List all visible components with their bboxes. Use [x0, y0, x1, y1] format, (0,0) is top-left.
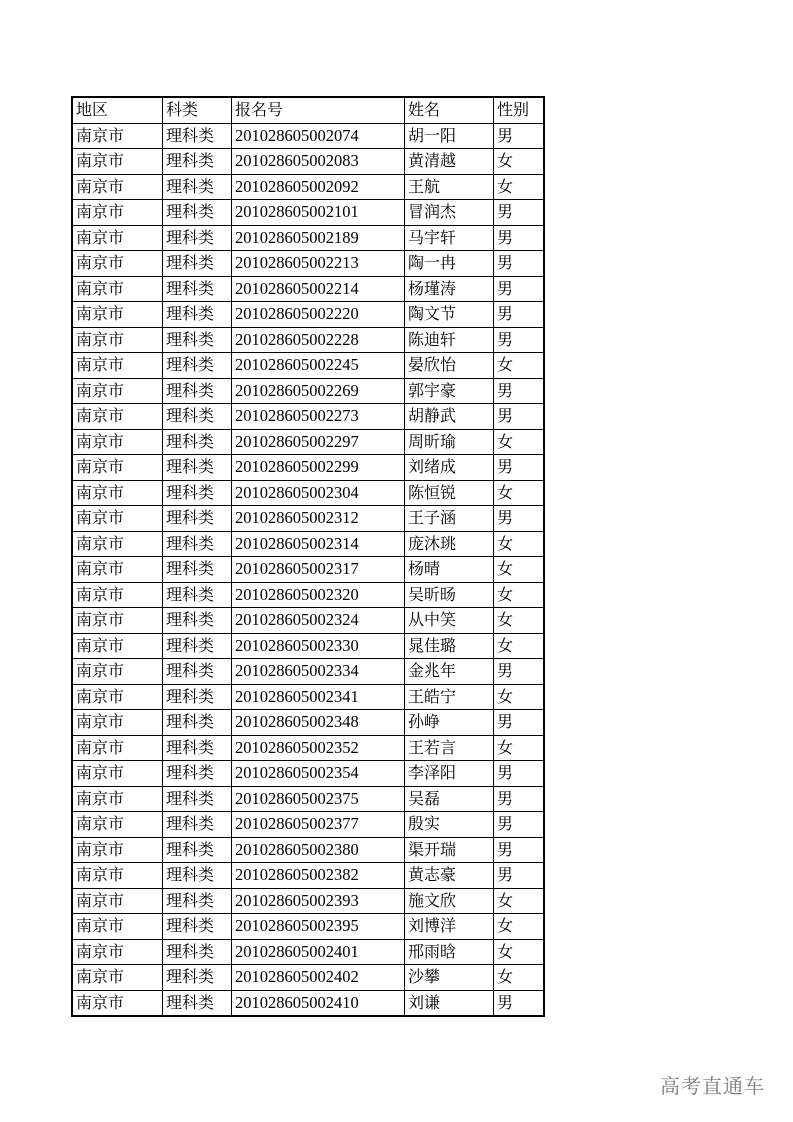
column-header-region: 地区: [72, 97, 163, 123]
cell-name: 胡静武: [405, 404, 494, 430]
table-row: [72, 149, 544, 175]
cell-registration-number: 201028605002269: [232, 378, 405, 404]
cell-category: 理科类: [163, 123, 232, 149]
cell-category: 理科类: [163, 378, 232, 404]
table-row: [72, 506, 544, 532]
cell-name: 从中笑: [405, 608, 494, 634]
cell-region: 南京市: [72, 302, 163, 328]
cell-category: 理科类: [163, 455, 232, 481]
cell-category: 理科类: [163, 914, 232, 940]
cell-category: 理科类: [163, 506, 232, 532]
cell-name: 冒润杰: [405, 200, 494, 226]
cell-region: 南京市: [72, 608, 163, 634]
cell-gender: 男: [494, 378, 545, 404]
table-row: [72, 404, 544, 430]
cell-region: 南京市: [72, 455, 163, 481]
cell-name: 陈迪轩: [405, 327, 494, 353]
cell-region: 南京市: [72, 251, 163, 277]
cell-name: 金兆年: [405, 659, 494, 685]
cell-name: 沙攀: [405, 965, 494, 991]
cell-gender: 女: [494, 735, 545, 761]
cell-region: 南京市: [72, 633, 163, 659]
cell-registration-number: 201028605002401: [232, 939, 405, 965]
cell-name: 庞沐珧: [405, 531, 494, 557]
cell-region: 南京市: [72, 914, 163, 940]
column-header-name: 姓名: [405, 97, 494, 123]
cell-gender: 男: [494, 837, 545, 863]
table-row: [72, 735, 544, 761]
cell-gender: 女: [494, 939, 545, 965]
column-header-registration-number: 报名号: [232, 97, 405, 123]
cell-registration-number: 201028605002402: [232, 965, 405, 991]
cell-registration-number: 201028605002273: [232, 404, 405, 430]
table-header-row: [72, 97, 544, 123]
cell-gender: 女: [494, 149, 545, 175]
cell-registration-number: 201028605002214: [232, 276, 405, 302]
cell-registration-number: 201028605002330: [232, 633, 405, 659]
cell-name: 周昕瑜: [405, 429, 494, 455]
cell-name: 吴磊: [405, 786, 494, 812]
cell-region: 南京市: [72, 863, 163, 889]
cell-gender: 男: [494, 225, 545, 251]
cell-name: 杨瑾涛: [405, 276, 494, 302]
cell-gender: 男: [494, 327, 545, 353]
cell-region: 南京市: [72, 659, 163, 685]
cell-registration-number: 201028605002334: [232, 659, 405, 685]
cell-gender: 男: [494, 251, 545, 277]
cell-region: 南京市: [72, 404, 163, 430]
cell-region: 南京市: [72, 149, 163, 175]
cell-category: 理科类: [163, 888, 232, 914]
table-row: [72, 761, 544, 787]
cell-registration-number: 201028605002314: [232, 531, 405, 557]
cell-region: 南京市: [72, 965, 163, 991]
cell-region: 南京市: [72, 378, 163, 404]
cell-category: 理科类: [163, 200, 232, 226]
table-row: [72, 863, 544, 889]
cell-category: 理科类: [163, 990, 232, 1016]
cell-registration-number: 201028605002324: [232, 608, 405, 634]
cell-region: 南京市: [72, 174, 163, 200]
cell-gender: 女: [494, 174, 545, 200]
cell-gender: 女: [494, 353, 545, 379]
table-body: [72, 123, 544, 1016]
cell-registration-number: 201028605002189: [232, 225, 405, 251]
cell-category: 理科类: [163, 837, 232, 863]
cell-name: 黄清越: [405, 149, 494, 175]
table-row: [72, 429, 544, 455]
table-row: [72, 174, 544, 200]
cell-registration-number: 201028605002382: [232, 863, 405, 889]
cell-region: 南京市: [72, 200, 163, 226]
cell-registration-number: 201028605002228: [232, 327, 405, 353]
table-row: [72, 582, 544, 608]
cell-registration-number: 201028605002354: [232, 761, 405, 787]
table-row: [72, 710, 544, 736]
cell-name: 王航: [405, 174, 494, 200]
cell-gender: 男: [494, 863, 545, 889]
cell-name: 刘谦: [405, 990, 494, 1016]
cell-category: 理科类: [163, 174, 232, 200]
table-row: [72, 786, 544, 812]
cell-category: 理科类: [163, 557, 232, 583]
cell-name: 胡一阳: [405, 123, 494, 149]
cell-registration-number: 201028605002312: [232, 506, 405, 532]
cell-category: 理科类: [163, 659, 232, 685]
cell-name: 渠开瑞: [405, 837, 494, 863]
table-row: [72, 608, 544, 634]
cell-registration-number: 201028605002320: [232, 582, 405, 608]
cell-gender: 男: [494, 812, 545, 838]
cell-name: 刘绪成: [405, 455, 494, 481]
cell-region: 南京市: [72, 812, 163, 838]
table-row: [72, 633, 544, 659]
cell-gender: 女: [494, 557, 545, 583]
table-row: [72, 914, 544, 940]
cell-category: 理科类: [163, 761, 232, 787]
cell-gender: 女: [494, 480, 545, 506]
cell-registration-number: 201028605002317: [232, 557, 405, 583]
cell-registration-number: 201028605002380: [232, 837, 405, 863]
table-row: [72, 990, 544, 1016]
cell-category: 理科类: [163, 302, 232, 328]
cell-category: 理科类: [163, 633, 232, 659]
cell-region: 南京市: [72, 582, 163, 608]
cell-gender: 男: [494, 302, 545, 328]
cell-registration-number: 201028605002213: [232, 251, 405, 277]
cell-registration-number: 201028605002297: [232, 429, 405, 455]
cell-category: 理科类: [163, 404, 232, 430]
cell-region: 南京市: [72, 123, 163, 149]
cell-name: 孙峥: [405, 710, 494, 736]
cell-gender: 女: [494, 888, 545, 914]
cell-registration-number: 201028605002410: [232, 990, 405, 1016]
cell-category: 理科类: [163, 480, 232, 506]
table-row: [72, 353, 544, 379]
table-row: [72, 276, 544, 302]
table-row: [72, 684, 544, 710]
cell-registration-number: 201028605002395: [232, 914, 405, 940]
cell-registration-number: 201028605002220: [232, 302, 405, 328]
cell-category: 理科类: [163, 353, 232, 379]
cell-registration-number: 201028605002304: [232, 480, 405, 506]
cell-category: 理科类: [163, 582, 232, 608]
cell-category: 理科类: [163, 812, 232, 838]
table-row: [72, 531, 544, 557]
cell-name: 晁佳璐: [405, 633, 494, 659]
cell-region: 南京市: [72, 761, 163, 787]
admission-roster-table: [71, 96, 545, 1017]
cell-gender: 男: [494, 761, 545, 787]
cell-gender: 女: [494, 965, 545, 991]
cell-name: 施文欣: [405, 888, 494, 914]
cell-category: 理科类: [163, 684, 232, 710]
cell-category: 理科类: [163, 608, 232, 634]
cell-category: 理科类: [163, 710, 232, 736]
table-row: [72, 659, 544, 685]
cell-region: 南京市: [72, 429, 163, 455]
cell-registration-number: 201028605002092: [232, 174, 405, 200]
column-header-gender: 性别: [494, 97, 545, 123]
table-row: [72, 251, 544, 277]
cell-category: 理科类: [163, 735, 232, 761]
cell-name: 王皓宁: [405, 684, 494, 710]
cell-registration-number: 201028605002083: [232, 149, 405, 175]
cell-category: 理科类: [163, 863, 232, 889]
cell-category: 理科类: [163, 225, 232, 251]
cell-region: 南京市: [72, 480, 163, 506]
cell-region: 南京市: [72, 786, 163, 812]
table-row: [72, 965, 544, 991]
cell-region: 南京市: [72, 276, 163, 302]
cell-region: 南京市: [72, 557, 163, 583]
table-row: [72, 455, 544, 481]
cell-region: 南京市: [72, 327, 163, 353]
cell-region: 南京市: [72, 684, 163, 710]
cell-gender: 男: [494, 123, 545, 149]
cell-gender: 女: [494, 429, 545, 455]
cell-gender: 男: [494, 990, 545, 1016]
cell-registration-number: 201028605002074: [232, 123, 405, 149]
cell-registration-number: 201028605002393: [232, 888, 405, 914]
cell-region: 南京市: [72, 837, 163, 863]
cell-gender: 男: [494, 455, 545, 481]
table-row: [72, 480, 544, 506]
cell-gender: 女: [494, 684, 545, 710]
watermark-text: 高考直通车: [660, 1074, 765, 1098]
cell-category: 理科类: [163, 531, 232, 557]
table-row: [72, 837, 544, 863]
table-row: [72, 225, 544, 251]
cell-gender: 男: [494, 404, 545, 430]
cell-registration-number: 201028605002375: [232, 786, 405, 812]
cell-name: 刘博洋: [405, 914, 494, 940]
cell-region: 南京市: [72, 506, 163, 532]
cell-name: 陶一冉: [405, 251, 494, 277]
column-header-category: 科类: [163, 97, 232, 123]
cell-name: 李泽阳: [405, 761, 494, 787]
cell-region: 南京市: [72, 735, 163, 761]
cell-gender: 女: [494, 582, 545, 608]
cell-name: 吴昕旸: [405, 582, 494, 608]
table-row: [72, 327, 544, 353]
cell-registration-number: 201028605002352: [232, 735, 405, 761]
cell-category: 理科类: [163, 149, 232, 175]
table-row: [72, 302, 544, 328]
cell-category: 理科类: [163, 276, 232, 302]
cell-registration-number: 201028605002101: [232, 200, 405, 226]
cell-region: 南京市: [72, 353, 163, 379]
table-row: [72, 378, 544, 404]
cell-gender: 男: [494, 200, 545, 226]
cell-category: 理科类: [163, 965, 232, 991]
cell-gender: 男: [494, 506, 545, 532]
cell-name: 马宇轩: [405, 225, 494, 251]
table-row: [72, 939, 544, 965]
cell-region: 南京市: [72, 225, 163, 251]
cell-name: 晏欣怡: [405, 353, 494, 379]
cell-gender: 女: [494, 531, 545, 557]
cell-gender: 男: [494, 786, 545, 812]
cell-name: 王若言: [405, 735, 494, 761]
cell-gender: 女: [494, 608, 545, 634]
cell-registration-number: 201028605002245: [232, 353, 405, 379]
cell-gender: 男: [494, 659, 545, 685]
table-row: [72, 888, 544, 914]
cell-registration-number: 201028605002348: [232, 710, 405, 736]
cell-gender: 女: [494, 633, 545, 659]
cell-registration-number: 201028605002341: [232, 684, 405, 710]
cell-category: 理科类: [163, 251, 232, 277]
cell-category: 理科类: [163, 786, 232, 812]
cell-gender: 男: [494, 276, 545, 302]
cell-region: 南京市: [72, 888, 163, 914]
cell-name: 杨晴: [405, 557, 494, 583]
table-row: [72, 123, 544, 149]
table-row: [72, 200, 544, 226]
cell-region: 南京市: [72, 531, 163, 557]
table-row: [72, 812, 544, 838]
cell-category: 理科类: [163, 939, 232, 965]
cell-name: 黄志豪: [405, 863, 494, 889]
cell-gender: 男: [494, 710, 545, 736]
cell-region: 南京市: [72, 710, 163, 736]
cell-gender: 女: [494, 914, 545, 940]
cell-name: 陶文节: [405, 302, 494, 328]
cell-category: 理科类: [163, 429, 232, 455]
cell-name: 王子涵: [405, 506, 494, 532]
cell-name: 陈恒锐: [405, 480, 494, 506]
cell-name: 殷实: [405, 812, 494, 838]
cell-name: 郭宇豪: [405, 378, 494, 404]
cell-category: 理科类: [163, 327, 232, 353]
cell-registration-number: 201028605002377: [232, 812, 405, 838]
table-row: [72, 557, 544, 583]
cell-name: 邢雨晗: [405, 939, 494, 965]
cell-region: 南京市: [72, 939, 163, 965]
cell-region: 南京市: [72, 990, 163, 1016]
cell-registration-number: 201028605002299: [232, 455, 405, 481]
